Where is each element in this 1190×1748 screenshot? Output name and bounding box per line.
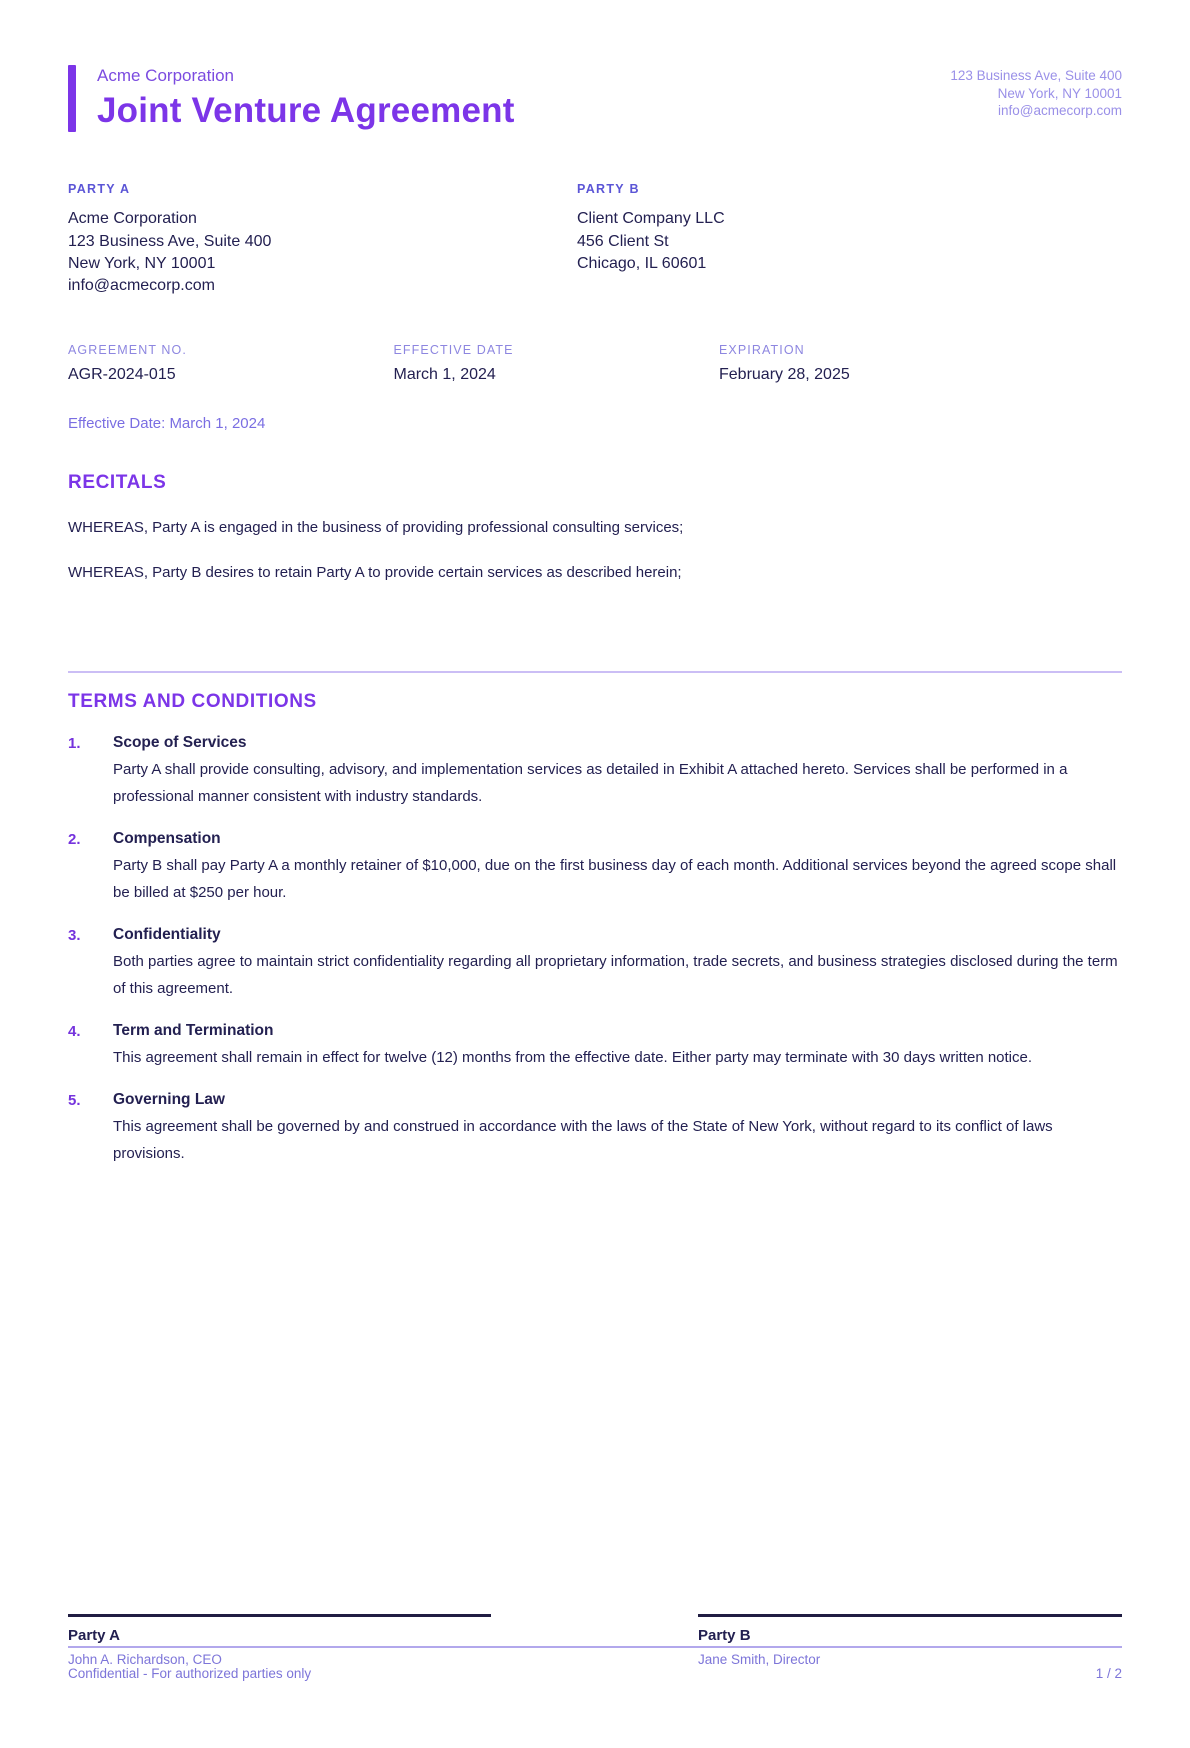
term-title: Confidentiality	[113, 926, 221, 944]
party-b-line: Client Company LLC	[577, 210, 725, 228]
term-number: 1.	[68, 735, 81, 753]
meta-value: February 28, 2025	[719, 366, 850, 384]
page-footer	[68, 1666, 1122, 1681]
term-title: Compensation	[113, 830, 221, 848]
term-body: Both parties agree to maintain strict confidentiality regarding all proprietary information, trade secrets, and business strategies disclosed during the term of this agreement.	[113, 953, 1118, 998]
term-number: 4.	[68, 1023, 81, 1041]
effective-date-line: Effective Date: March 1, 2024	[68, 415, 266, 433]
recitals-heading: RECITALS	[68, 472, 167, 494]
document-page	[0, 65, 1190, 1748]
term-title: Scope of Services	[113, 734, 247, 752]
party-a-line: Acme Corporation	[68, 210, 197, 228]
term-title: Governing Law	[113, 1091, 225, 1109]
signatory-name-party-b: Jane Smith, Director	[698, 1652, 821, 1667]
term-item	[68, 734, 1122, 810]
accent-bar	[68, 65, 76, 132]
signature-line-party-b	[698, 1614, 1122, 1617]
document-header	[68, 65, 1122, 132]
meta-expiration	[719, 343, 1122, 384]
meta-effective-date	[394, 343, 720, 384]
agreement-meta-row	[68, 343, 1122, 384]
term-body: This agreement shall be governed by and construed in accordance with the laws of the State of New York, without regard to its conflict of laws provisions.	[113, 1118, 1053, 1163]
signature-label-party-a: Party A	[68, 1627, 120, 1644]
term-content	[113, 830, 1122, 906]
recital-paragraph: WHEREAS, Party A is engaged in the business of providing professional consulting services;	[68, 519, 684, 537]
meta-label: EFFECTIVE DATE	[393, 343, 514, 358]
recital-paragraph: WHEREAS, Party B desires to retain Party A to provide certain services as described herein;	[68, 564, 682, 582]
party-b-line: Chicago, IL 60601	[577, 254, 707, 272]
term-item	[68, 1091, 1122, 1167]
term-body: This agreement shall remain in effect for twelve (12) months from the effective date. Either party may terminate with 30 days written notice.	[113, 1049, 1033, 1067]
signatory-names-row	[68, 1652, 1122, 1667]
header-address-line: New York, NY 10001	[997, 85, 1122, 101]
party-b-block	[577, 182, 1122, 297]
party-a-line: New York, NY 10001	[68, 254, 216, 272]
term-item	[68, 926, 1122, 1002]
company-name: Acme Corporation	[97, 66, 235, 85]
terms-list	[68, 734, 1122, 1167]
term-number: 5.	[68, 1092, 81, 1110]
signatory-name-party-a: John A. Richardson, CEO	[68, 1652, 222, 1667]
meta-label: AGREEMENT NO.	[68, 343, 187, 358]
header-title-group	[68, 65, 515, 132]
term-number: 2.	[68, 831, 81, 849]
party-a-line: 123 Business Ave, Suite 400	[68, 232, 272, 250]
term-body: Party A shall provide consulting, advisory, and implementation services as detailed in Exhibit A attached hereto. Services shall be performed in a professional manner consistent with industry standards.	[113, 761, 1068, 806]
party-b-line: 456 Client St	[577, 232, 669, 250]
party-b-label: PARTY B	[577, 182, 640, 197]
meta-value: AGR-2024-015	[68, 366, 176, 384]
header-address-line: 123 Business Ave, Suite 400	[950, 68, 1122, 83]
term-content	[113, 1091, 1122, 1167]
party-a-line: info@acmecorp.com	[68, 277, 215, 295]
header-address-block	[950, 67, 1122, 120]
footer-rule	[68, 1646, 1122, 1648]
section-divider	[68, 671, 1122, 673]
party-a-block	[68, 182, 577, 297]
term-content	[113, 1022, 1122, 1071]
signature-row	[68, 1614, 1122, 1644]
term-body: Party B shall pay Party A a monthly retainer of $10,000, due on the first business day of each month. Additional services beyond the agreed scope shall be billed at $250 per hour.	[113, 857, 1117, 902]
header-titles	[97, 65, 515, 132]
terms-heading: TERMS AND CONDITIONS	[68, 691, 317, 713]
term-content	[113, 734, 1122, 810]
signature-label-party-b: Party B	[698, 1627, 751, 1644]
meta-label: EXPIRATION	[719, 343, 805, 358]
meta-agreement-no	[68, 343, 394, 384]
term-content	[113, 926, 1122, 1002]
signature-party-b	[698, 1614, 1122, 1644]
header-address-line: info@acmecorp.com	[998, 103, 1122, 118]
term-title: Term and Termination	[113, 1022, 274, 1040]
parties-section	[68, 182, 1122, 297]
document-title: Joint Venture Agreement	[97, 91, 515, 131]
confidential-notice: Confidential - For authorized parties only	[68, 1666, 312, 1681]
signature-party-a	[68, 1614, 491, 1644]
signature-line-party-a	[68, 1614, 491, 1617]
term-item	[68, 830, 1122, 906]
party-a-label: PARTY A	[68, 182, 131, 197]
term-item	[68, 1022, 1122, 1071]
meta-value: March 1, 2024	[393, 366, 496, 384]
term-number: 3.	[68, 927, 81, 945]
page-number: 1 / 2	[1095, 1666, 1122, 1681]
